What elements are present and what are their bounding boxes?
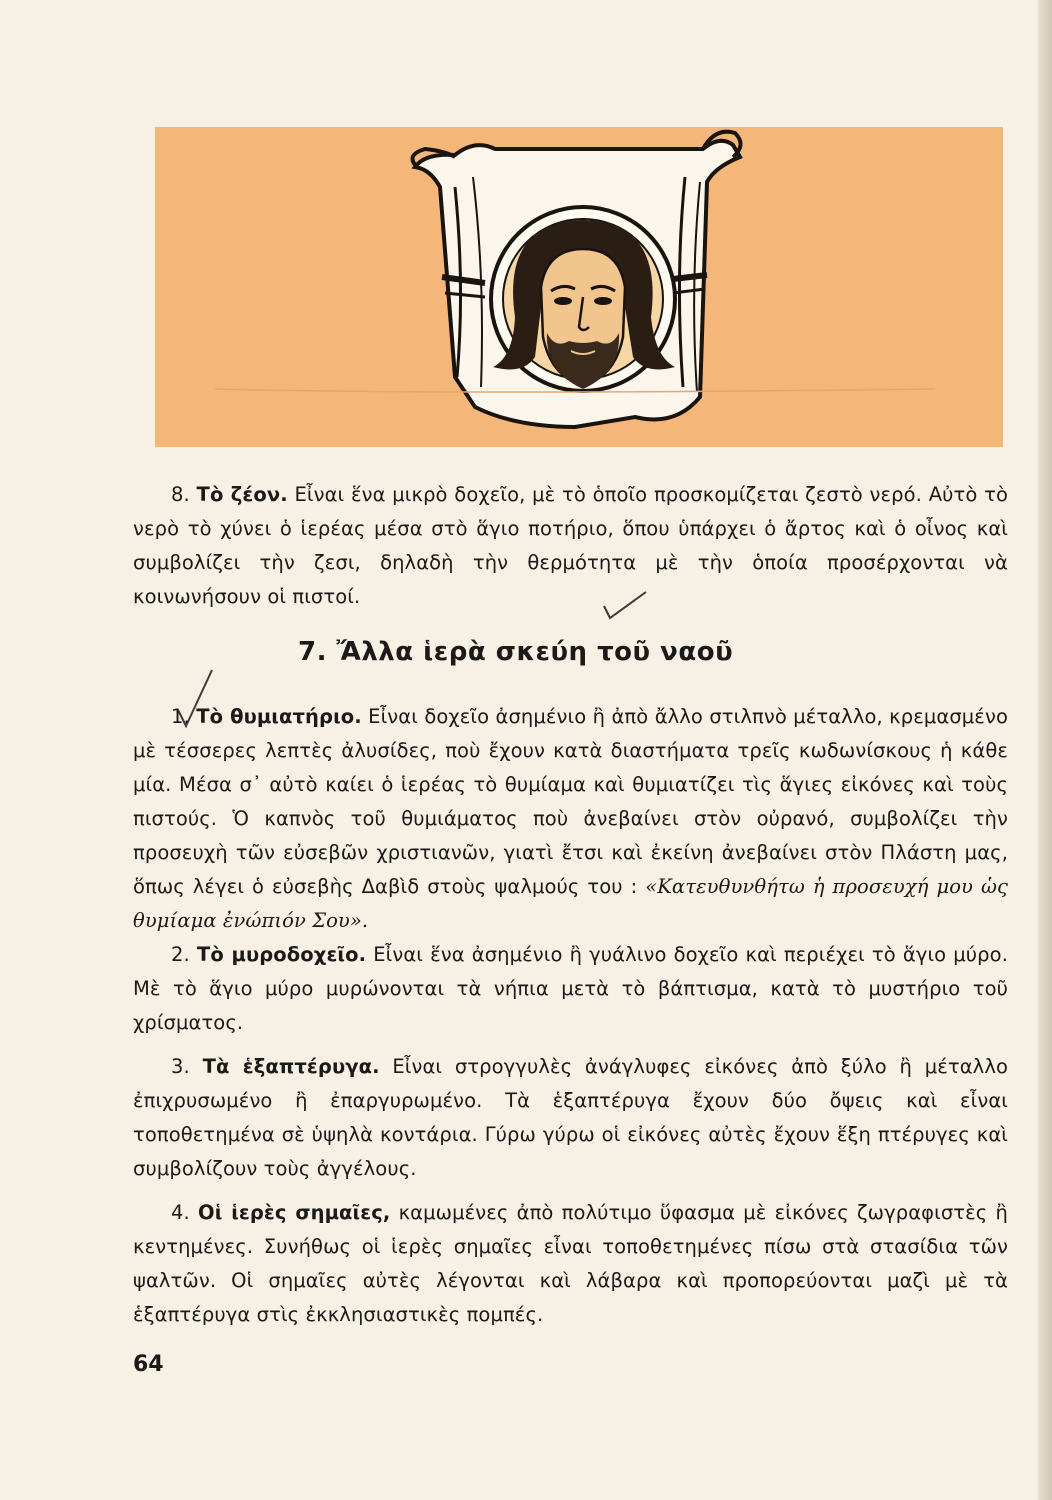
check-mark-icon bbox=[600, 588, 650, 622]
item-4-text: καμωμένες ἀπὸ πολύτιμο ὕφασμα μὲ εἰκόνες ζωγραφιστὲς ἢ κεντημένες. Συνήθως οἱ ἱερὲς σημαῖες εἶναι τοποθετημένες πίσω στὰ στασίδια τῶν ψαλτῶν. Οἱ σημαῖες αὐτὲς λέγονται καὶ λάβαρα καὶ προπορεύονται μαζὶ μὲ τὰ ἑξαπτέρυγα στὶς ἐκκλησιαστικὲς πομπές. bbox=[133, 1201, 1008, 1326]
item-3-paragraph bbox=[133, 1050, 1008, 1186]
item-2-term: Τὸ μυροδοχεῖο. bbox=[196, 943, 367, 966]
item-1-paragraph bbox=[133, 700, 1008, 938]
item-4-term: Οἱ ἱερὲς σημαῖες, bbox=[198, 1201, 391, 1224]
section-7-body bbox=[133, 700, 1008, 1332]
item-1-quote: «Κατευθυνθήτω ἡ προσευχή μου ὡς θυμίαμα ἐνώπιόν Σου». bbox=[133, 875, 1008, 932]
section-8-number: 8. bbox=[171, 483, 190, 506]
section-8-text: Εἶναι ἕνα μικρὸ δοχεῖο, μὲ τὸ ὁποῖο προσκομίζεται ζεστὸ νερό. Αὐτὸ τὸ νερὸ τὸ χύνει ὁ ἱερέας μέσα στὸ ἅγιο ποτήριο, ὅπου ὑπάρχει ὁ ἄρτος καὶ ὁ οἶνος καὶ συμβολίζει τὴν ζεσι, δηλαδὴ τὴν θερμότητα μὲ τὴν ὁποία προσέρχονται νὰ κοινωνήσουν οἱ πιστοί. bbox=[133, 483, 1008, 608]
mandylion-illustration bbox=[155, 127, 1003, 447]
item-4-paragraph bbox=[133, 1196, 1008, 1332]
item-2-number: 2. bbox=[171, 943, 190, 966]
section-8-paragraph bbox=[133, 478, 1008, 614]
section-heading: 7. Ἄλλα ἱερὰ σκεύη τοῦ ναοῦ bbox=[298, 637, 734, 667]
item-2-paragraph bbox=[133, 938, 1008, 1040]
item-3-text: Εἶναι στρογγυλὲς ἀνάγλυφες εἰκόνες ἀπὸ ξύλο ἢ μέταλλο ἐπιχρυσωμένο ἢ ἐπαργυρωμένο. Τὰ ἑξαπτέρυγα ἔχουν δύο ὄψεις καὶ εἶναι τοποθετημένα σὲ ὑψηλὰ κοντάρια. Γύρω γύρω οἱ εἰκόνες αὐτὲς ἔχουν ἕξη πτέρυγες καὶ συμβολίζουν τοὺς ἀγγέλους. bbox=[133, 1055, 1008, 1180]
mandylion-icon bbox=[155, 127, 1003, 447]
page-number: 64 bbox=[133, 1352, 164, 1377]
section-8-term: Τὸ ζέον. bbox=[196, 483, 288, 506]
item-2-text: Εἶναι ἕνα ἀσημένιο ἢ γυάλινο δοχεῖο καὶ περιέχει τὸ ἅγιο μύρο. Μὲ τὸ ἅγιο μύρο μυρώνονται τὰ νήπια μετὰ τὸ βάπτισμα, κατὰ τὸ μυστήριο τοῦ χρίσματος. bbox=[133, 943, 1008, 1034]
item-4-number: 4. bbox=[171, 1201, 190, 1224]
item-3-number: 3. bbox=[171, 1055, 190, 1078]
page-edge bbox=[1038, 0, 1052, 1500]
item-3-term: Τὰ ἑξαπτέρυγα. bbox=[202, 1055, 380, 1078]
item-1-text: Εἶναι δοχεῖο ἀσημένιο ἢ ἀπὸ ἄλλο στιλπνὸ μέταλλο, κρεμασμένο μὲ τέσσερες λεπτὲς ἀλυσίδες, ποὺ ἔχουν κατὰ διαστήματα τρεῖς κωδωνίσκους ἡ κάθε μία. Μέσα σ᾽ αὐτὸ καίει ὁ ἱερέας τὸ θυμίαμα καὶ θυμιατίζει τὶς ἅγιες εἰκόνες καὶ τοὺς πιστούς. Ὁ καπνὸς τοῦ θυμιάματος ποὺ ἀνεβαίνει στὸν οὐρανό, συμβολίζει τὴν προσευχὴ τῶν εὐσεβῶν χριστιανῶν, γιατὶ ἔτσι καὶ ἐκείνη ἀνεβαίνει στὸν Πλάστη μας, ὅπως λέγει ὁ εὐσεβὴς Δαβὶδ στοὺς ψαλμούς του : bbox=[133, 705, 1008, 898]
item-1-term: Τὸ θυμιατήριο. bbox=[196, 705, 362, 728]
item-1-number: 1. bbox=[171, 705, 190, 728]
